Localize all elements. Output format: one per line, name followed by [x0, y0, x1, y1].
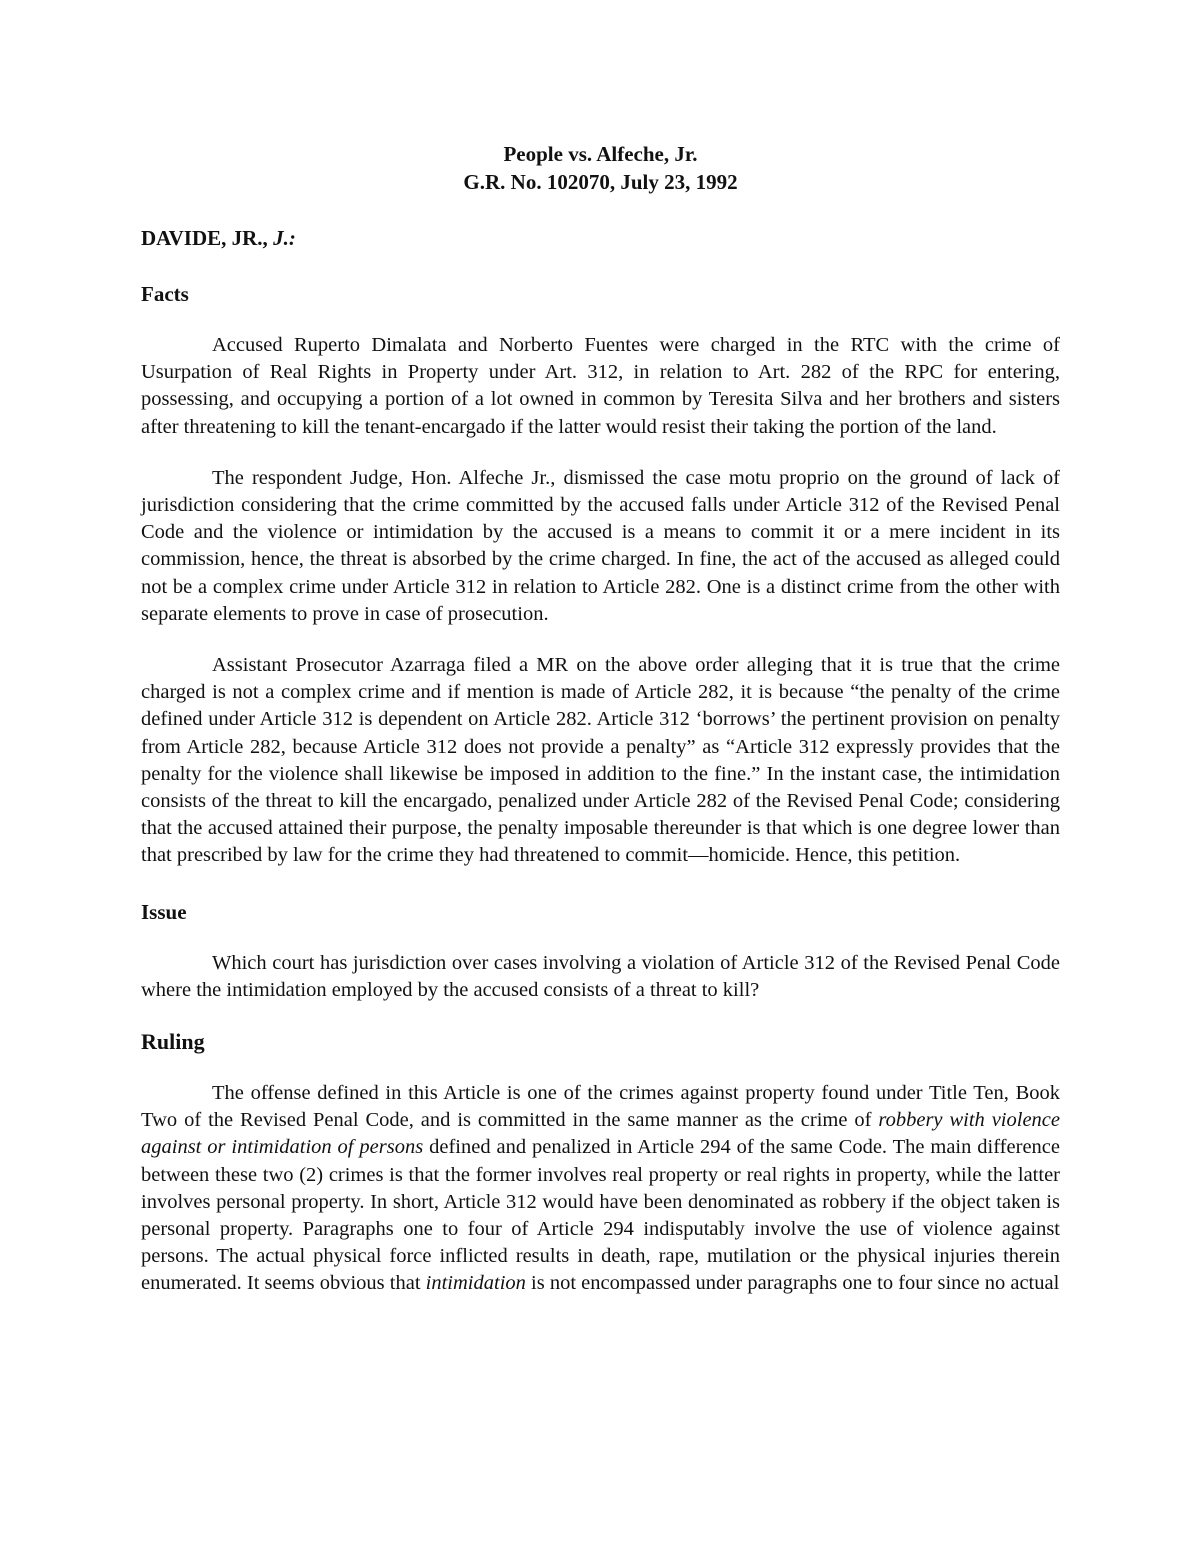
ponente-suffix: J.:	[273, 226, 296, 250]
issue-heading: Issue	[141, 899, 187, 924]
facts-heading: Facts	[141, 282, 189, 306]
issue-paragraph-1: Which court has jurisdiction over cases involving a violation of Article 312 of the Revised Penal Code where the intimidation employed by the accused consists of a threat to kill?	[141, 951, 1060, 1001]
facts-paragraph-2: The respondent Judge, Hon. Alfeche Jr., dismissed the case motu proprio on the ground of lack of jurisdiction considering that the crime committed by the accused falls under Article 312 of the Revised Penal Code and the violence or intimidation by the accused is a means to commit it or a mere incident in its commission, hence, the threat is absorbed by the crime charged. In fine, the act of the accused as alleged could not be a complex crime under Article 312 in relation to Article 282. One is a distinct crime from the other with separate elements to prove in case of prosecution.	[141, 466, 1060, 625]
ruling-text-a: The offense defined in this Article is one of the crimes against property found under Title Ten, Book Two of the Revised Penal Code, and is committed in the same manner as the crime of	[141, 1082, 1060, 1132]
document-content	[141, 140, 1060, 1298]
ponente-name: DAVIDE, JR.,	[141, 226, 274, 250]
ruling-text-b: defined and penalized in Article 294 of the same Code. The main difference between these two (2) crimes is that the former involves real property or real rights in property, while the latter involves personal property. In short, Article 312 would have been denominated as robbery if the object taken is personal property. Paragraphs one to four of Article 294 indisputably involve the use of violence against persons. The actual physical force inflicted results in death, rape, mutilation or the physical injuries therein enumerated. It seems obvious that	[141, 1136, 1060, 1295]
case-citation: G.R. No. 102070, July 23, 1992	[463, 170, 738, 194]
ruling-italic-intimidation: intimidation	[425, 1272, 526, 1295]
ruling-paragraph-1	[141, 1080, 1060, 1298]
ponente	[141, 224, 1060, 252]
facts-paragraph-1: Accused Ruperto Dimalata and Norberto Fuentes were charged in the RTC with the crime of Usurpation of Real Rights in Property under Art. 312, in relation to Art. 282 of the RPC for entering, possessing, and occupying a portion of a lot owned in common by Teresita Silva and her brothers and sisters after threatening to kill the tenant-encargado if the latter would resist their taking the portion of the land.	[141, 334, 1060, 438]
case-title: People vs. Alfeche, Jr.	[503, 142, 698, 166]
title-block	[141, 140, 1060, 196]
facts-paragraph-3: Assistant Prosecutor Azarraga filed a MR on the above order alleging that it is true that the crime charged is not a complex crime and if mention is made of Article 282, it is because “the penalty of the crime defined under Article 312 is dependent on Article 282. Article 312 ‘borrows’ the pertinent provision on penalty from Article 282, because Article 312 does not provide a penalty” as “Article 312 expressly provides that the penalty for the violence shall likewise be imposed in addition to the fine.” In the instant case, the intimidation consists of the threat to kill the encargado, penalized under Article 282 of the Revised Penal Code; considering that the accused attained their purpose, the penalty imposable thereunder is that which is one degree lower than that prescribed by law for the crime they had threatened to commit—homicide. Hence, this petition.	[141, 654, 1060, 867]
ruling-italic-robbery: robbery with violence against or intimidation of persons	[141, 1109, 1060, 1159]
ruling-text-c: is not encompassed under paragraphs one to four since no actual	[525, 1272, 1060, 1295]
ruling-heading: Ruling	[141, 1029, 205, 1055]
